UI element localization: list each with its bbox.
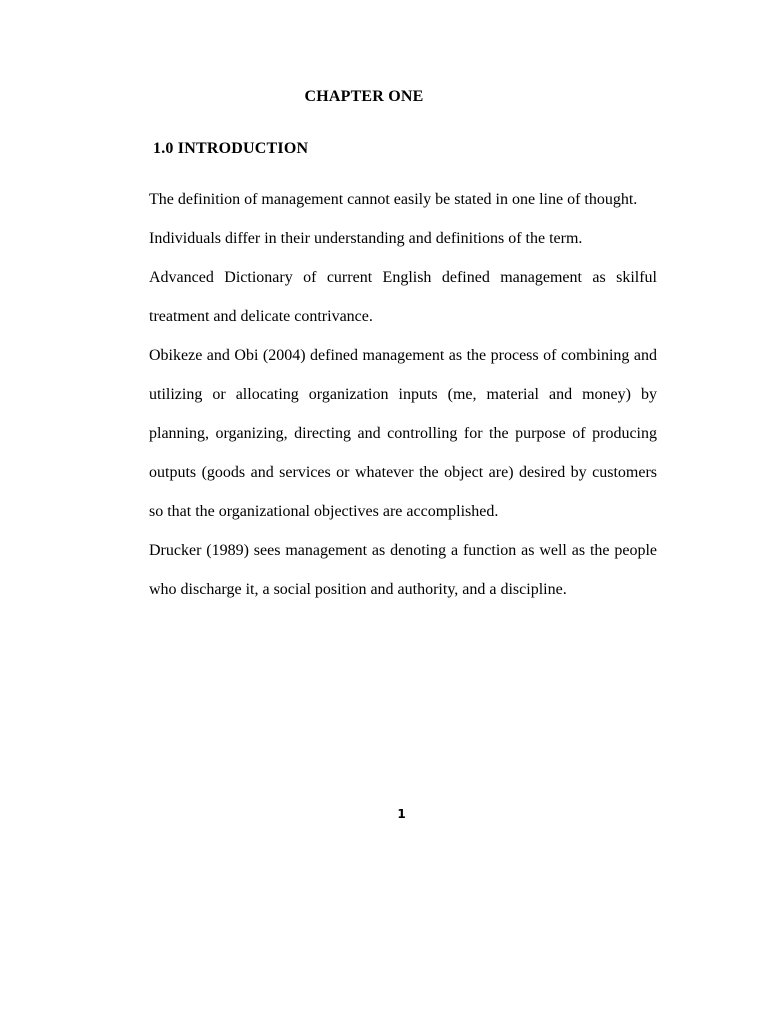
paragraph-drucker: Drucker (1989) sees management as denoting a function as well as the people who discharge it, a social position and authority, and a discipline. bbox=[149, 542, 657, 598]
body-text bbox=[149, 180, 657, 609]
page-number: 1 bbox=[397, 807, 406, 821]
section-heading: 1.0 INTRODUCTION bbox=[153, 140, 309, 157]
paragraph-dictionary-definition: Advanced Dictionary of current English defined management as skilful treatment and delicate contrivance. bbox=[149, 269, 657, 325]
chapter-title: CHAPTER ONE bbox=[304, 88, 424, 105]
paragraph-obikeze-obi: Obikeze and Obi (2004) defined management as the process of combining and utilizing or allocating organization inputs (me, material and money) by planning, organizing, directing and controlling for the purpose of producing outputs (goods and services or whatever the object are) desired by customers so that the organizational objectives are accomplished. bbox=[149, 347, 657, 520]
paragraph-individual-differences: Individuals differ in their understanding and definitions of the term. bbox=[149, 230, 583, 247]
paragraph-management-definition: The definition of management cannot easily be stated in one line of thought. bbox=[149, 191, 638, 208]
